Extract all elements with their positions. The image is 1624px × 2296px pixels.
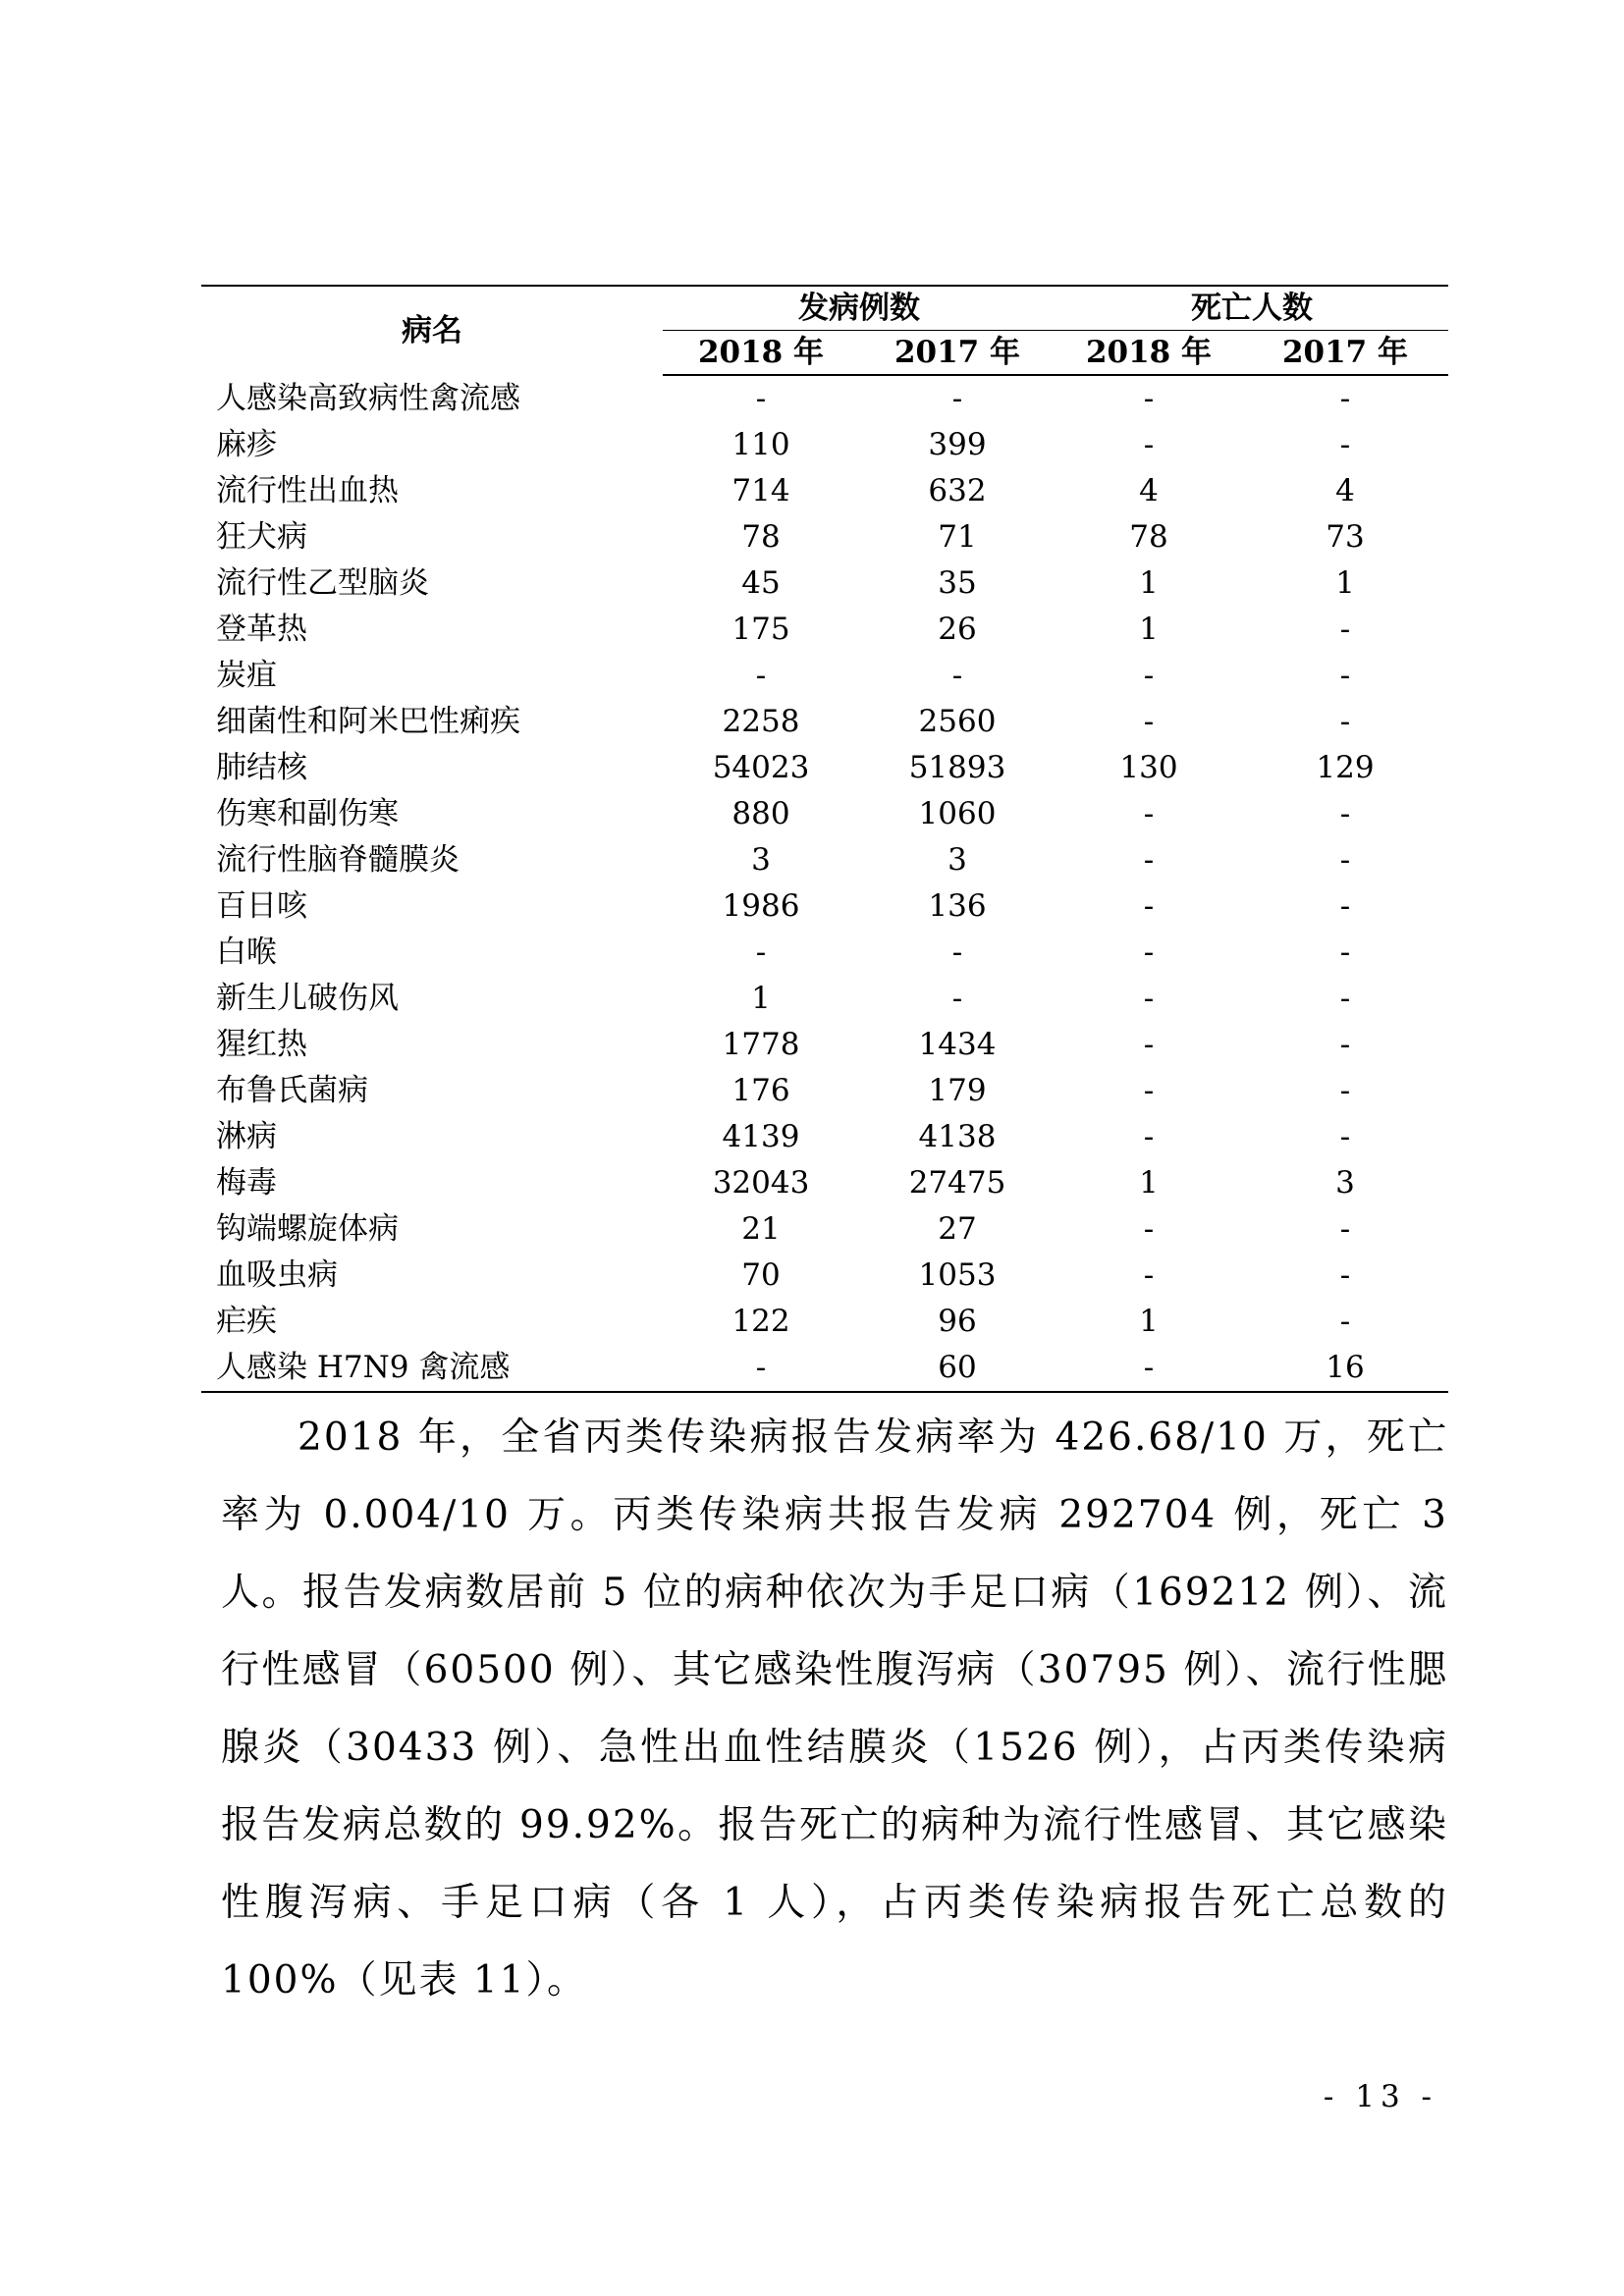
cases-2017-cell: 3 bbox=[947, 842, 967, 878]
cases-2017-cell: 51893 bbox=[908, 750, 1006, 785]
deaths-2017-cell: - bbox=[1339, 842, 1351, 878]
deaths-2017-cell: - bbox=[1339, 796, 1351, 831]
disease-name-cell: 人感染 H7N9 禽流感 bbox=[201, 1345, 663, 1392]
header-deaths-2018: 2018 年 bbox=[1056, 331, 1242, 376]
table-row bbox=[201, 607, 1448, 653]
header-cases-group: 发病例数 bbox=[663, 286, 1056, 331]
table-row bbox=[201, 1206, 1448, 1253]
cases-2017-cell: 1053 bbox=[918, 1257, 997, 1293]
cases-2018-cell: 1 bbox=[751, 981, 771, 1016]
cases-2018-cell: - bbox=[755, 934, 767, 970]
cases-2018-cell: 70 bbox=[741, 1257, 781, 1293]
deaths-2018-cell: - bbox=[1143, 1027, 1155, 1062]
deaths-2017-cell: - bbox=[1339, 1119, 1351, 1154]
cases-2017-cell: 179 bbox=[928, 1073, 987, 1108]
cases-2017-cell: 136 bbox=[928, 888, 987, 924]
header-disease-name: 病名 bbox=[201, 286, 663, 375]
deaths-2018-cell: 1 bbox=[1139, 565, 1159, 601]
deaths-2018-cell: - bbox=[1143, 981, 1155, 1016]
deaths-2018-cell: - bbox=[1056, 1345, 1242, 1392]
deaths-2017-cell: - bbox=[1339, 934, 1351, 970]
disease-name-cell: 新生儿破伤风 bbox=[216, 981, 399, 1016]
body-text bbox=[201, 1399, 1448, 2019]
cases-2017-cell: - bbox=[951, 934, 963, 970]
page-content bbox=[201, 285, 1448, 2019]
deaths-2018-cell: - bbox=[1143, 934, 1155, 970]
table-row bbox=[201, 514, 1448, 561]
deaths-2017-cell: 129 bbox=[1316, 750, 1375, 785]
cases-2018-cell: 4139 bbox=[722, 1119, 800, 1154]
deaths-2017-cell: - bbox=[1339, 1211, 1351, 1247]
cases-2018-cell: 122 bbox=[731, 1304, 790, 1339]
table-row bbox=[201, 883, 1448, 930]
table-row bbox=[201, 1253, 1448, 1299]
table-row bbox=[201, 837, 1448, 883]
cases-2017-cell: 1434 bbox=[918, 1027, 997, 1062]
table-row bbox=[201, 561, 1448, 607]
cases-2017-cell: - bbox=[951, 381, 963, 416]
header-deaths-2017: 2017 年 bbox=[1242, 331, 1448, 376]
deaths-2017-cell: - bbox=[1339, 1073, 1351, 1108]
deaths-2018-cell: 78 bbox=[1129, 519, 1168, 555]
cases-2018-cell: 110 bbox=[731, 427, 790, 462]
disease-name-cell: 流行性乙型脑炎 bbox=[216, 565, 429, 601]
table-row bbox=[201, 375, 1448, 422]
deaths-2018-cell: - bbox=[1143, 842, 1155, 878]
table-row bbox=[201, 1022, 1448, 1068]
disease-name-cell: 疟疾 bbox=[216, 1304, 277, 1339]
cases-2017-cell: 399 bbox=[928, 427, 987, 462]
table-row bbox=[201, 791, 1448, 837]
disease-name-cell: 布鲁氏菌病 bbox=[216, 1073, 368, 1108]
disease-table bbox=[201, 285, 1448, 1393]
deaths-2017-cell: - bbox=[1339, 888, 1351, 924]
cases-2018-cell: - bbox=[663, 1345, 859, 1392]
cases-2018-cell: 21 bbox=[741, 1211, 781, 1247]
deaths-2017-cell: - bbox=[1339, 427, 1351, 462]
deaths-2018-cell: 1 bbox=[1139, 1165, 1159, 1201]
table-row bbox=[201, 422, 1448, 468]
disease-name-cell: 血吸虫病 bbox=[216, 1257, 338, 1293]
deaths-2018-cell: - bbox=[1143, 381, 1155, 416]
cases-2017-cell: 26 bbox=[938, 612, 977, 647]
cases-2018-cell: 3 bbox=[751, 842, 771, 878]
table-row bbox=[201, 1068, 1448, 1114]
deaths-2018-cell: - bbox=[1143, 658, 1155, 693]
cases-2017-cell: 2560 bbox=[918, 704, 997, 739]
cases-2018-cell: 32043 bbox=[712, 1165, 810, 1201]
deaths-2017-cell: 16 bbox=[1242, 1345, 1448, 1392]
cases-2017-cell: 4138 bbox=[918, 1119, 997, 1154]
cases-2017-cell: 60 bbox=[859, 1345, 1056, 1392]
cases-2018-cell: 2258 bbox=[722, 704, 800, 739]
cases-2018-cell: 45 bbox=[741, 565, 781, 601]
deaths-2017-cell: 1 bbox=[1335, 565, 1355, 601]
cases-2017-cell: 27475 bbox=[908, 1165, 1006, 1201]
cases-2017-cell: - bbox=[951, 658, 963, 693]
header-cases-2017: 2017 年 bbox=[859, 331, 1056, 376]
cases-2018-cell: - bbox=[755, 658, 767, 693]
deaths-2018-cell: - bbox=[1143, 1073, 1155, 1108]
disease-name-cell: 钩端螺旋体病 bbox=[216, 1211, 399, 1247]
deaths-2017-cell: - bbox=[1339, 1027, 1351, 1062]
deaths-2017-cell: - bbox=[1339, 381, 1351, 416]
deaths-2017-cell: - bbox=[1339, 658, 1351, 693]
cases-2017-cell: 96 bbox=[938, 1304, 977, 1339]
table-row bbox=[201, 930, 1448, 976]
deaths-2017-cell: - bbox=[1339, 612, 1351, 647]
disease-name-cell: 梅毒 bbox=[216, 1165, 277, 1201]
deaths-2018-cell: 4 bbox=[1139, 473, 1159, 508]
cases-2017-cell: - bbox=[951, 981, 963, 1016]
disease-name-cell: 细菌性和阿米巴性痢疾 bbox=[216, 704, 520, 739]
disease-name-cell: 流行性脑脊髓膜炎 bbox=[216, 842, 460, 878]
summary-paragraph: 2018 年，全省丙类传染病报告发病率为 426.68/10 万，死亡率为 0.004/10 万。丙类传染病共报告发病 292704 例，死亡 3 人。报告发病数居前 5 位的病种依次为手足口病（169212 例）、流行性感冒（60500 例）、其它感染性腹泻病（30795 例）、流行性腮腺炎（30433 例）、急性出血性结膜炎（1526 例），占丙类传染病报告发病总数的 99.92%。报告死亡的病种为流行性感冒、其它感染性腹泻病、手足口病（各 1 人），占丙类传染病报告死亡总数的 100%（见表 11）。 bbox=[221, 1415, 1448, 2002]
cases-2018-cell: 54023 bbox=[712, 750, 810, 785]
disease-name-cell: 猩红热 bbox=[216, 1027, 307, 1062]
cases-2018-cell: 175 bbox=[731, 612, 790, 647]
disease-name-cell: 白喉 bbox=[216, 934, 277, 970]
disease-name-cell: 麻疹 bbox=[216, 427, 277, 462]
table-body bbox=[201, 375, 1448, 1392]
deaths-2018-cell: - bbox=[1143, 1119, 1155, 1154]
cases-2018-cell: 78 bbox=[741, 519, 781, 555]
deaths-2018-cell: - bbox=[1143, 704, 1155, 739]
deaths-2018-cell: 1 bbox=[1139, 612, 1159, 647]
disease-name-cell: 登革热 bbox=[216, 612, 307, 647]
cases-2018-cell: 176 bbox=[731, 1073, 790, 1108]
table-row bbox=[201, 1114, 1448, 1160]
disease-name-cell: 肺结核 bbox=[216, 750, 307, 785]
deaths-2018-cell: - bbox=[1143, 1257, 1155, 1293]
disease-name-cell: 伤寒和副伤寒 bbox=[216, 796, 399, 831]
table-row bbox=[201, 653, 1448, 699]
cases-2018-cell: 1986 bbox=[722, 888, 800, 924]
table-row bbox=[201, 745, 1448, 791]
deaths-2017-cell: 4 bbox=[1335, 473, 1355, 508]
deaths-2017-cell: 3 bbox=[1335, 1165, 1355, 1201]
header-cases-2018: 2018 年 bbox=[663, 331, 859, 376]
table-row bbox=[201, 699, 1448, 745]
table-row bbox=[201, 468, 1448, 514]
deaths-2017-cell: - bbox=[1339, 704, 1351, 739]
cases-2018-cell: 714 bbox=[731, 473, 790, 508]
cases-2018-cell: - bbox=[755, 381, 767, 416]
deaths-2017-cell: 73 bbox=[1326, 519, 1365, 555]
cases-2017-cell: 71 bbox=[938, 519, 977, 555]
disease-name-cell: 人感染高致病性禽流感 bbox=[216, 380, 520, 416]
cases-2017-cell: 27 bbox=[938, 1211, 977, 1247]
deaths-2017-cell: - bbox=[1339, 1257, 1351, 1293]
deaths-2018-cell: - bbox=[1143, 427, 1155, 462]
header-deaths-group: 死亡人数 bbox=[1056, 286, 1448, 331]
deaths-2018-cell: - bbox=[1143, 1211, 1155, 1247]
cases-2017-cell: 632 bbox=[928, 473, 987, 508]
table-row bbox=[201, 1345, 1448, 1392]
deaths-2017-cell: - bbox=[1339, 981, 1351, 1016]
page-number: - 13 - bbox=[1323, 2079, 1437, 2114]
deaths-2018-cell: - bbox=[1143, 796, 1155, 831]
disease-name-cell: 炭疽 bbox=[216, 658, 277, 693]
deaths-2018-cell: 1 bbox=[1139, 1304, 1159, 1339]
table-row bbox=[201, 1160, 1448, 1206]
deaths-2018-cell: 130 bbox=[1119, 750, 1178, 785]
disease-name-cell: 百日咳 bbox=[216, 888, 307, 924]
cases-2017-cell: 35 bbox=[938, 565, 977, 601]
cases-2017-cell: 1060 bbox=[918, 796, 997, 831]
table-row bbox=[201, 1299, 1448, 1345]
cases-2018-cell: 880 bbox=[731, 796, 790, 831]
deaths-2017-cell: - bbox=[1339, 1304, 1351, 1339]
disease-name-cell: 淋病 bbox=[216, 1119, 277, 1154]
table-row bbox=[201, 976, 1448, 1022]
deaths-2018-cell: - bbox=[1143, 888, 1155, 924]
disease-name-cell: 流行性出血热 bbox=[216, 473, 399, 508]
disease-name-cell: 狂犬病 bbox=[216, 519, 307, 555]
cases-2018-cell: 1778 bbox=[722, 1027, 800, 1062]
